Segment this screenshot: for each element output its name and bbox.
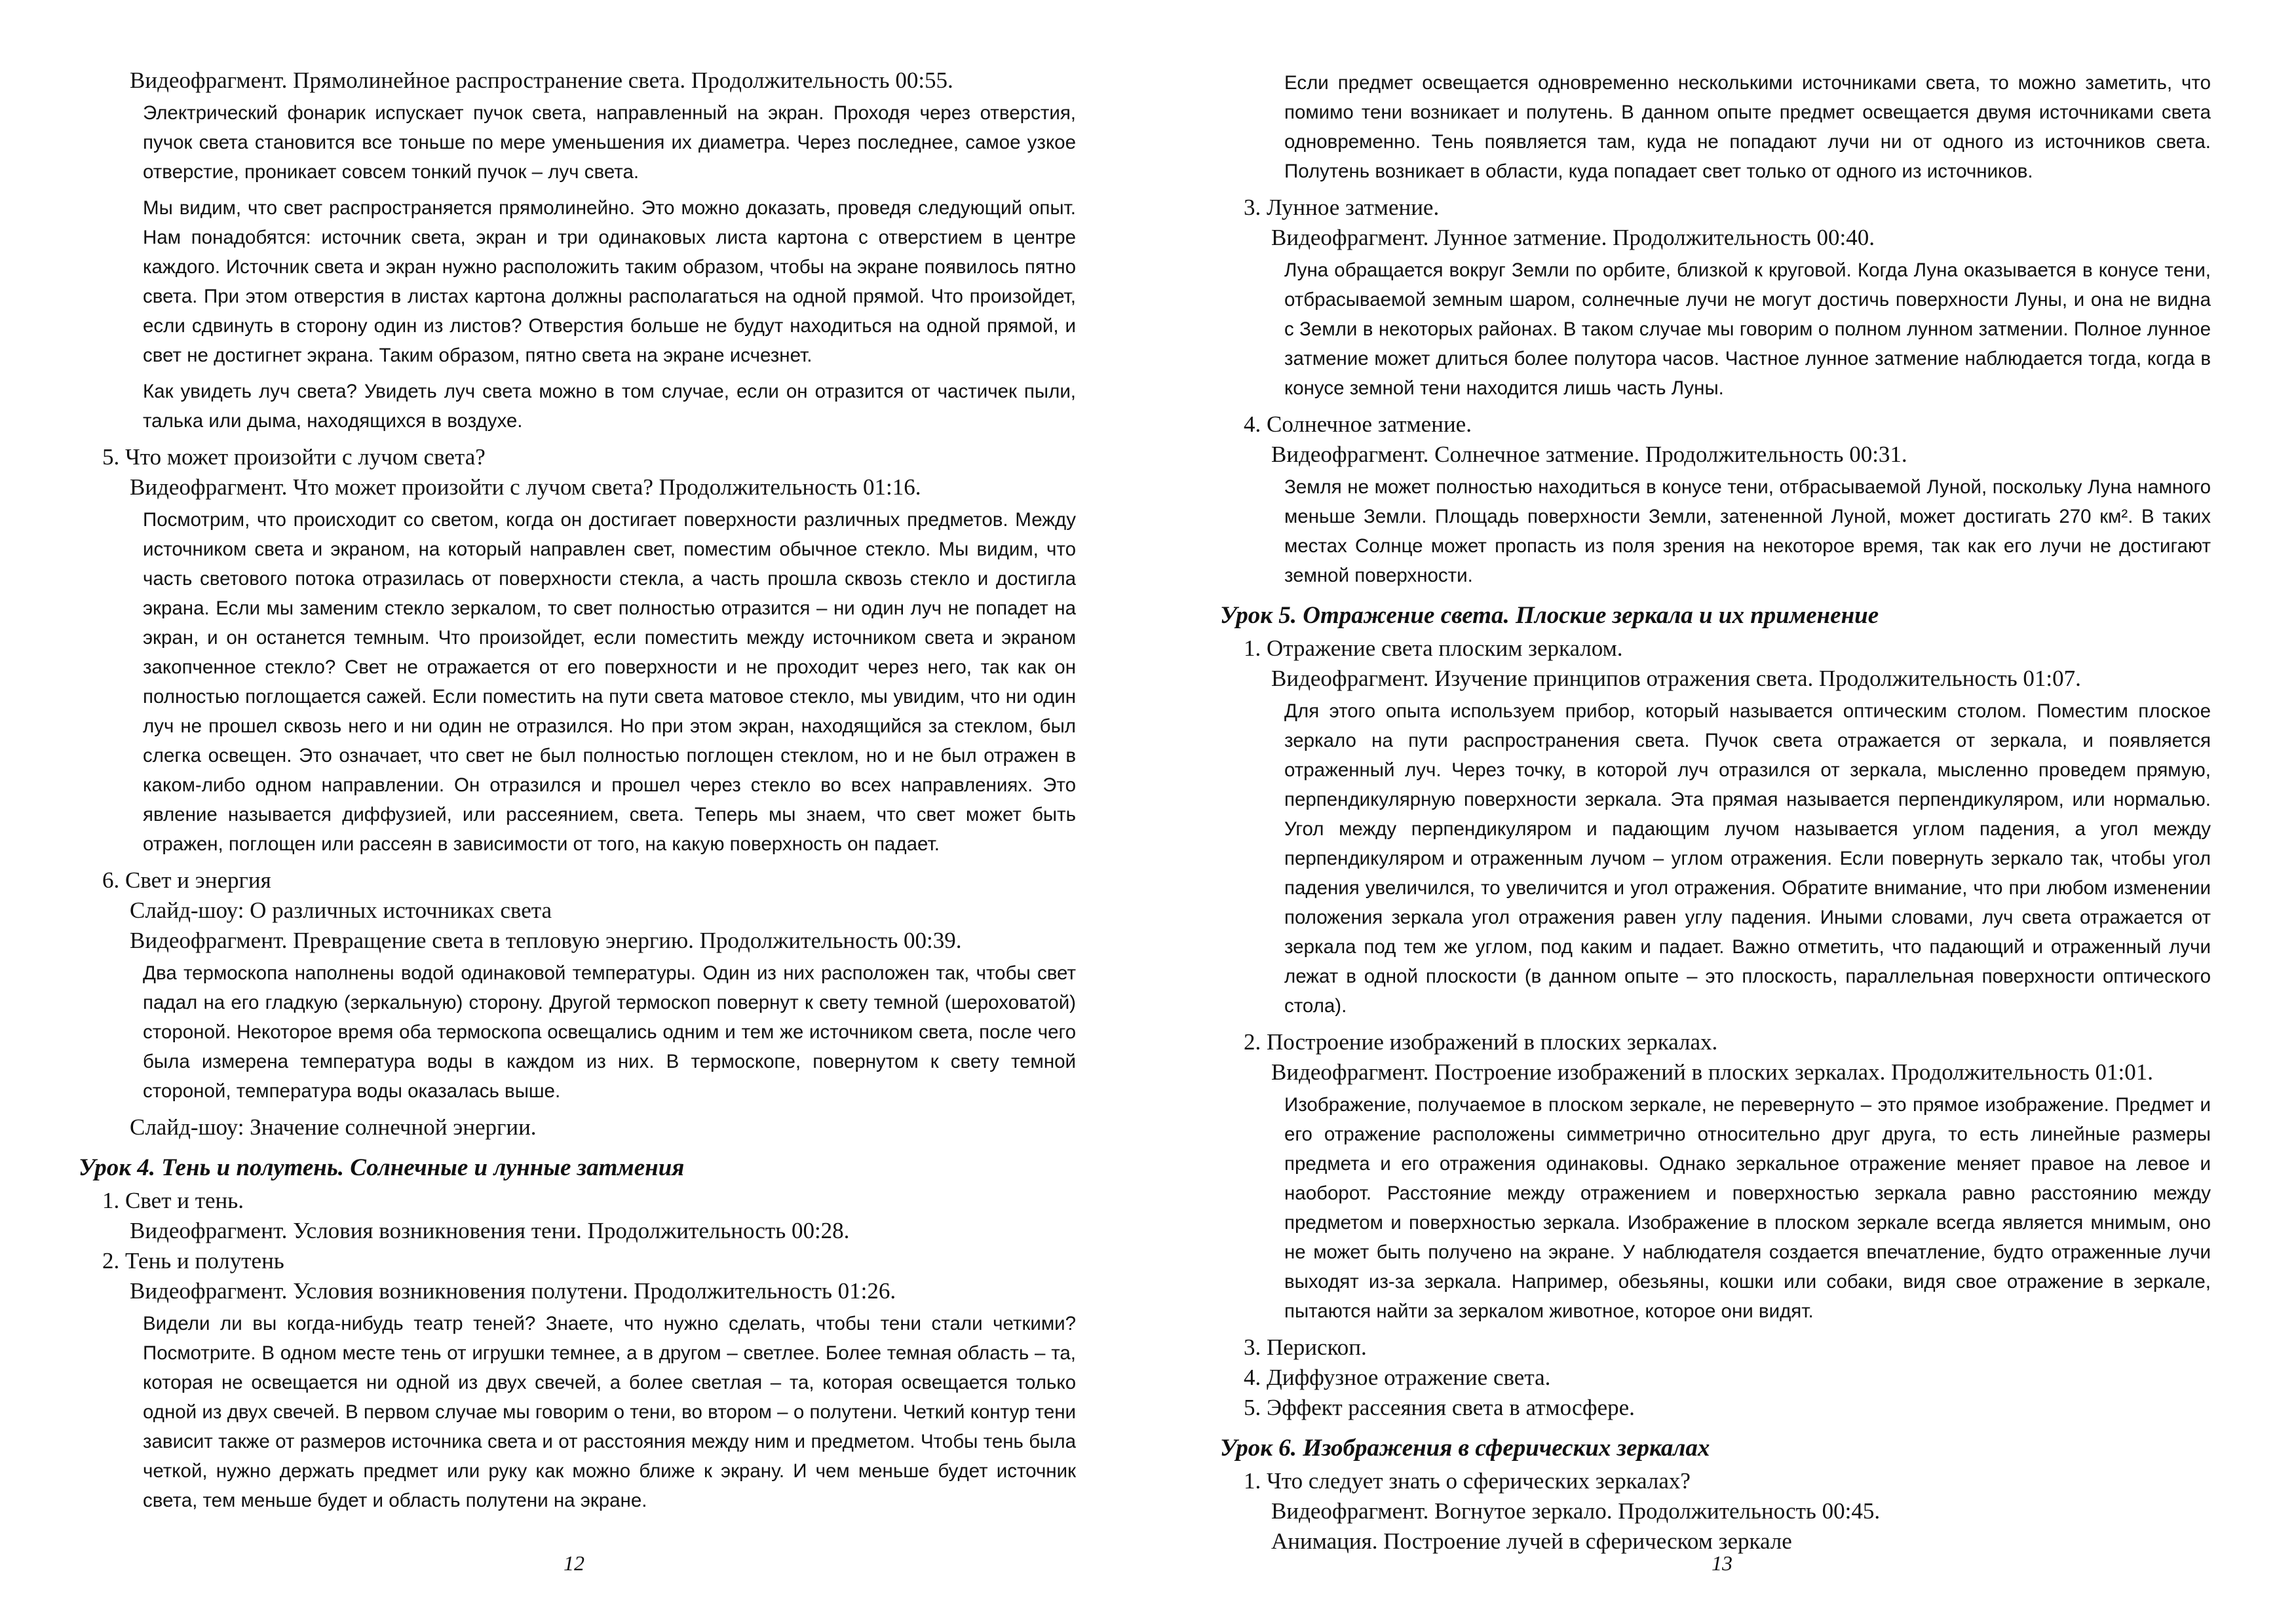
media-line: Видеофрагмент. Построение изображений в плоских зеркалах. Продолжительность 01:01. <box>1271 1059 2154 1085</box>
media-line: Видеофрагмент. Лунное затмение. Продолжительность 00:40. <box>1271 225 1875 250</box>
body-paragraph: Видели ли вы когда-нибудь театр теней? Знаете, что нужно сделать, чтобы тени стали четкими? Посмотрите. В одном месте тень от игрушки темнее, а в другом – светлее. Более темная область – та, которая не освещается ни одной из двух свечей, а более светлая – та, которая освещается только одной из двух свечей. В первом случае мы говорим о тени, во втором – о полутени. Четкий контур тени зависит также от размеров источника света и от расстояния между ним и предметом. Чтобы тень была четкой, нужно держать предмет или руку как можно ближе к экрану. И чем меньше будет источник света, тем меньше будет и область полутени на экране. <box>143 1313 1076 1511</box>
media-line: Слайд-шоу: О различных источниках света <box>130 897 552 923</box>
media-line: Анимация. Построение лучей в сферическом зеркале <box>1271 1528 1792 1554</box>
numbered-item: 5. Что может произойти с лучом света? <box>102 444 486 470</box>
body-paragraph: Если предмет освещается одновременно несколькими источниками света, то можно заметить, что помимо тени возникает и полутень. В данном опыте предмет освещается двумя источниками света одновременно. Тень появляется там, куда не попадают лучи ни от одного из источников света. Полутень возникает в области, куда попадает свет только от одного из источников. <box>1284 72 2211 182</box>
numbered-item: 2. Тень и полутень <box>102 1248 284 1274</box>
media-line: Видеофрагмент. Что может произойти с лучом света? Продолжительность 01:16. <box>130 474 921 500</box>
media-line: Видеофрагмент. Условия возникновения тени. Продолжительность 00:28. <box>130 1218 850 1243</box>
lesson-heading: Урок 5. Отражение света. Плоские зеркала и их применение <box>1220 602 1879 629</box>
body-paragraph: Электрический фонарик испускает пучок света, направленный на экран. Проходя через отверстия, пучок света становится все тоньше по мере уменьшения их диаметра. Через последнее, самое узкое отверстие, проникает совсем тонкий пучок – луч света. <box>143 102 1076 183</box>
numbered-item: 4. Солнечное затмение. <box>1244 411 1472 437</box>
lesson-heading: Урок 6. Изображения в сферических зеркалах <box>1220 1435 1710 1462</box>
media-line: Видеофрагмент. Превращение света в тепловую энергию. Продолжительность 00:39. <box>130 928 962 953</box>
media-line: Видеофрагмент. Прямолинейное распространение света. Продолжительность 00:55. <box>130 67 953 93</box>
body-paragraph: Для этого опыта используем прибор, который называется оптическим столом. Поместим плоское зеркало на пути распространения света. Пучок света отражается от зеркала, и появляется отраженный луч. Через точку, в которой луч отразился от зеркала, мысленно проведем прямую, перпендикулярную поверхности зеркала. Эта прямая называется перпендикуляром, или нормалью. Угол между перпендикуляром и падающим лучом называется углом падения, а угол между перпендикуляром и отраженным лучом – углом отражения. Если повернуть зеркало так, чтобы угол падения увеличился, то увеличится и угол отражения. Обратите внимание, что при любом изменении положения зеркала угол отражения равен углу падения. Иными словами, луч света отражается от зеркала под тем же углом, под каким и падает. Важно отметить, что падающий и отраженный лучи лежат в одной плоскости (в данном опыте – это плоскость, параллельная поверхности оптического стола). <box>1284 700 2211 1017</box>
media-line: Видеофрагмент. Вогнутое зеркало. Продолжительность 00:45. <box>1271 1498 1881 1524</box>
media-line: Видеофрагмент. Изучение принципов отражения света. Продолжительность 01:07. <box>1271 666 2081 691</box>
right-page <box>1148 0 2296 1624</box>
media-line: Слайд-шоу: Значение солнечной энергии. <box>130 1114 537 1140</box>
numbered-item: 1. Что следует знать о сферических зеркалах? <box>1244 1468 1691 1494</box>
body-paragraph: Изображение, получаемое в плоском зеркале, не перевернуто – это прямое изображение. Предмет и его отражение расположены симметрично относительно друг друга, то есть линейные размеры предмета и его отражения одинаковы. Однако зеркальное отражение меняет правое на левое и наоборот. Расстояние между отражением и поверхностью зеркала равно расстоянию между предметом и поверхностью зеркала. Изображение в плоском зеркале всегда является мнимым, оно не может быть получено на экране. У наблюдателя создается впечатление, будто отраженные лучи выходят из-за зеркала. Например, обезьяны, кошки или собаки, видя свое отражение в зеркале, пытаются найти за зеркалом животное, которое они видят. <box>1284 1094 2211 1322</box>
numbered-item: 5. Эффект рассеяния света в атмосфере. <box>1244 1395 1635 1420</box>
media-line: Видеофрагмент. Солнечное затмение. Продолжительность 00:31. <box>1271 442 1907 467</box>
body-paragraph: Земля не может полностью находиться в конусе тени, отбрасываемой Луной, поскольку Луна намного меньше Земли. Площадь поверхности Земли, затененной Луной, может достигать 270 км². В таких местах Солнце может пропасть из поля зрения на некоторое время, так как его лучи не достигают земной поверхности. <box>1284 476 2211 586</box>
numbered-item: 1. Отражение света плоским зеркалом. <box>1244 635 1623 661</box>
body-paragraph: Мы видим, что свет распространяется прямолинейно. Это можно доказать, проведя следующий опыт. Нам понадобятся: источник света, экран и три одинаковых листа картона с отверстием в центре каждого. Источник света и экран нужно расположить таким образом, чтобы на экране появилось пятно света. При этом отверстия в листах картона должны располагаться на одной прямой. Что произойдет, если сдвинуть в сторону один из листов? Отверстия больше не будут находиться на одной прямой, и свет не достигнет экрана. Таким образом, пятно света на экране исчезнет. <box>143 197 1076 366</box>
numbered-item: 3. Лунное затмение. <box>1244 195 1440 220</box>
body-paragraph: Два термоскопа наполнены водой одинаковой температуры. Один из них расположен так, чтобы свет падал на его гладкую (зеркальную) сторону. Другой термоскоп повернут к свету темной (шероховатой) стороной. Некоторое время оба термоскопа освещались одним и тем же источником света, после чего была измерена температура воды в каждом из них. В термоскопе, повернутом к свету темной стороной, температура воды оказалась выше. <box>143 962 1076 1102</box>
numbered-item: 6. Свет и энергия <box>102 867 271 893</box>
lesson-heading: Урок 4. Тень и полутень. Солнечные и лунные затмения <box>79 1154 685 1181</box>
left-page-number: 12 <box>564 1551 584 1575</box>
body-paragraph: Как увидеть луч света? Увидеть луч света можно в том случае, если он отразится от частичек пыли, талька или дыма, находящихся в воздухе. <box>143 381 1076 432</box>
numbered-item: 4. Диффузное отражение света. <box>1244 1365 1551 1390</box>
numbered-item: 1. Свет и тень. <box>102 1188 244 1213</box>
numbered-item: 3. Перископ. <box>1244 1334 1367 1360</box>
media-line: Видеофрагмент. Условия возникновения полутени. Продолжительность 01:26. <box>130 1278 896 1304</box>
numbered-item: 2. Построение изображений в плоских зеркалах. <box>1244 1029 1718 1055</box>
right-page-number: 13 <box>1712 1551 1732 1575</box>
body-paragraph: Посмотрим, что происходит со светом, когда он достигает поверхности различных предметов. Между источником света и экраном, на который направлен свет, поместим обычное стекло. Мы видим, что часть светового потока отразилась от поверхности стекла, а часть прошла сквозь стекло и достигла экрана. Если мы заменим стекло зеркалом, то свет полностью отразится – ни один луч не попадет на экран, и он останется темным. Что произойдет, если поместить между источником света и экраном закопченное стекло? Свет не отражается от его поверхности и не проходит через него, так как он полностью поглощается сажей. Если поместить на пути света матовое стекло, мы увидим, что ни один луч не прошел сквозь него и ни один не отразился. Но при этом экран, находящийся за стеклом, был слегка освещен. Это означает, что свет не был полностью поглощен стеклом, но и не был отражен в каком-либо одном направлении. Он отразился и прошел через стекло во всех направлениях. Это явление называется диффузией, или рассеянием, света. Теперь мы знаем, что свет может быть отражен, поглощен или рассеян в зависимости от того, на какую поверхность он падает. <box>143 509 1076 855</box>
body-paragraph: Луна обращается вокруг Земли по орбите, близкой к круговой. Когда Луна оказывается в конусе тени, отбрасываемой земным шаром, солнечные лучи не могут достичь поверхности Луны, и она не видна с Земли в некоторых районах. В таком случае мы говорим о полном лунном затмении. Полное лунное затмение может длиться более полутора часов. Частное лунное затмение наблюдается тогда, когда в конусе земной тени находится лишь часть Луны. <box>1284 259 2211 399</box>
